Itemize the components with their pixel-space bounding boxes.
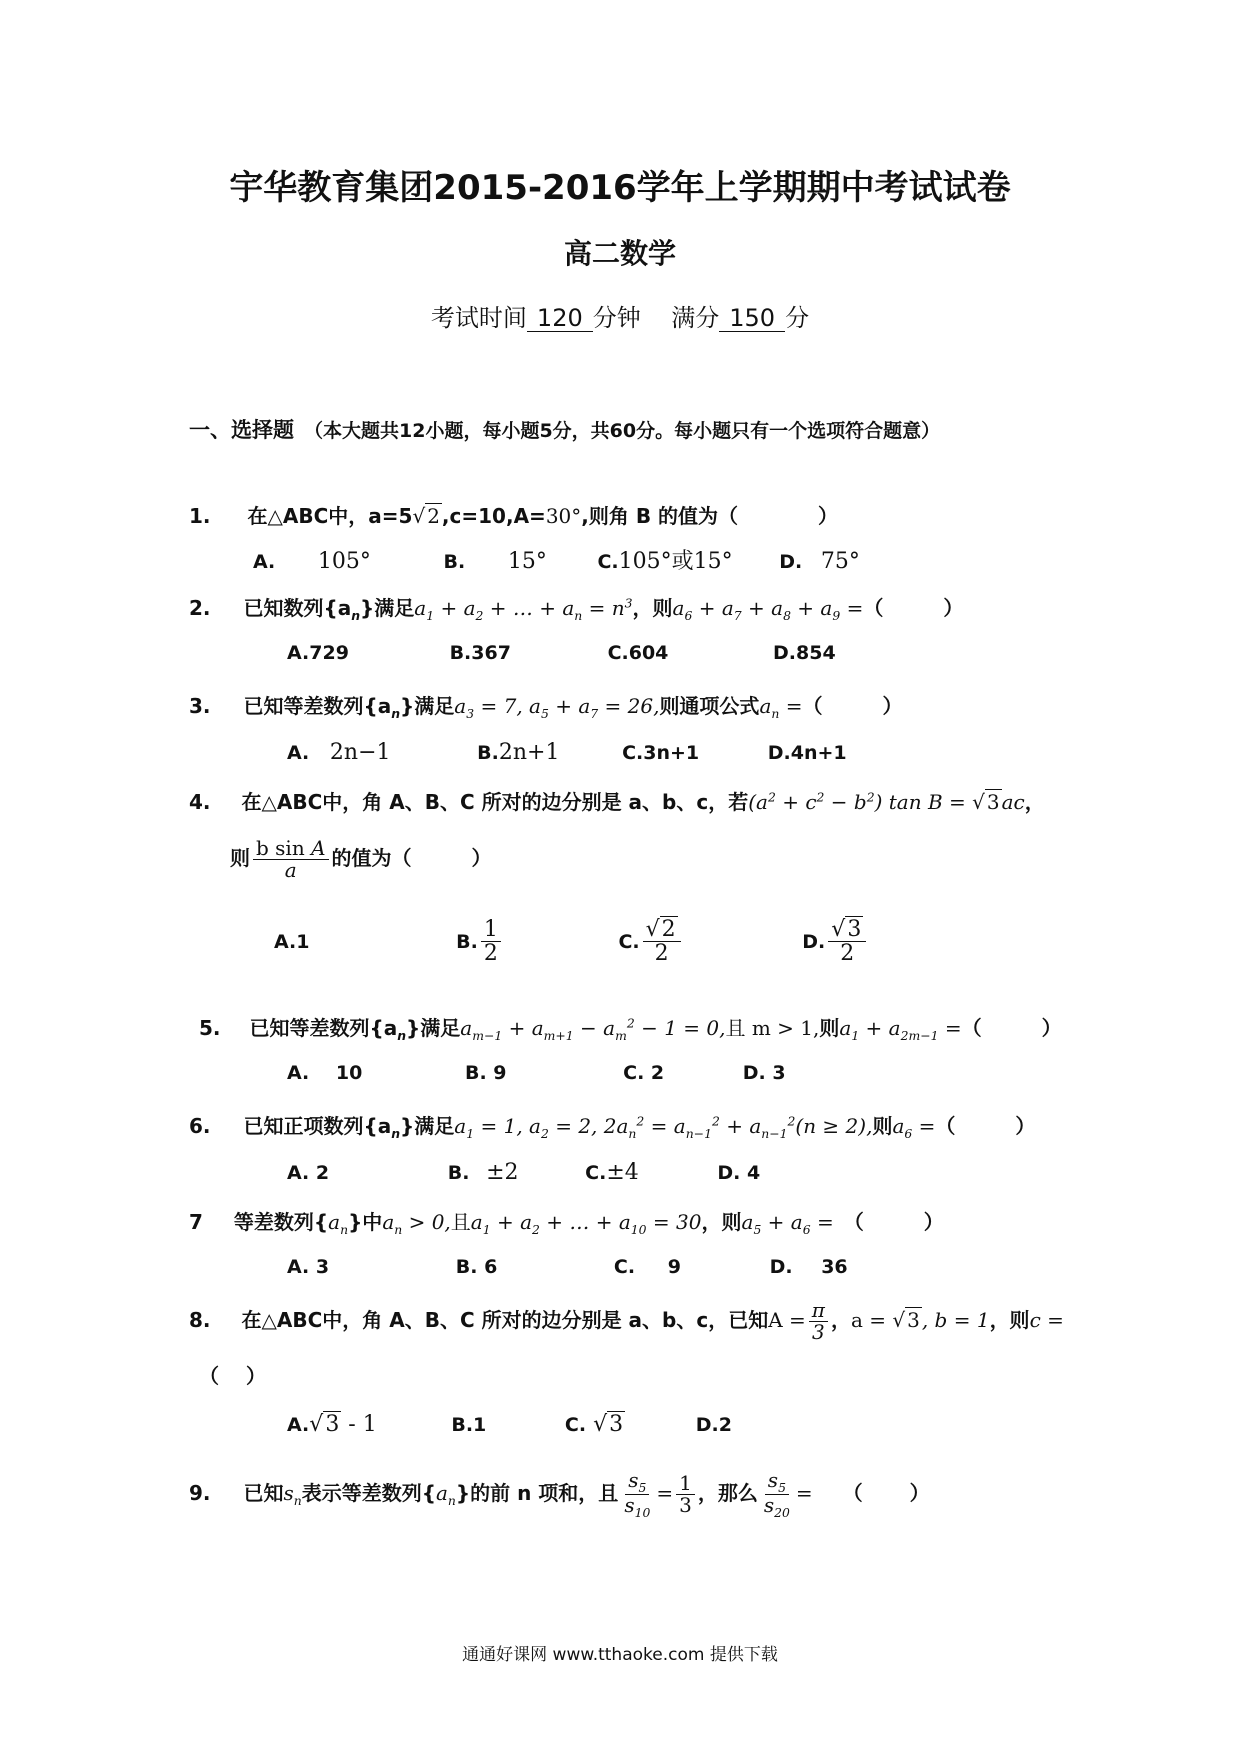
question-6: 6. 已知正项数列$\{a_n\}$满足$a_1 = 1$, $a_2 = 2$, $2a_n^2 = a_{n-1}^2 + a_{n-1}^2(n \ge 2)$,则$a_6$ =（ ） [189,1113,1036,1141]
page-footer: 通通好课网 www.tthaoke.com 提供下载 [462,1645,778,1665]
time-unit: 分钟 [592,304,641,332]
question-9: 9. 已知$s_n$表示等差数列$\{a_n\}$的前 n 项和，且 $\frac{s_5}{s_{10}}$ = $\frac{1}{3}$ ，那么 $\frac{s_5}{s_{20}}$ = （ ） [189,1468,930,1521]
question-8: 8. 在△ABC中，角 A、B、C 所对的边分别是 a、b、c，已知A = $\frac{\pi}{3}$ ，a = √ 3 , b = 1，则c = [189,1298,1064,1344]
question-number: 6. [189,1114,211,1138]
question-8-line2: （ ） [199,1364,266,1388]
question-2-options: A.729 B.367 C.604 D.854 [287,642,836,664]
question-1-options: A. 105° B. 15° C.105°或15° D. 75° [253,549,860,574]
question-number: 9. [189,1481,211,1506]
question-5-options: A. 10 B. 9 C. 2 D. 3 [287,1062,786,1084]
section-heading [189,414,940,444]
question-8-options: A.√3 - 1 B.1 C. √3 D.2 [287,1412,732,1437]
time-prefix: 考试时间 [430,304,527,332]
score-prefix: 满分 [671,304,720,332]
question-7-options: A. 3 B. 6 C. 9 D. 36 [287,1256,848,1278]
question-2: 2. 已知数列$\{a_n\}$满足$a_1 + a_2$ + … + $a_n = n^3$，则$a_6 + a_7 + a_8 + a_9$ =（ ） [189,595,964,623]
question-3-options: A. 2n−1 B.2n+1 C.3n+1 D.4n+1 [287,740,847,765]
question-5: 5. 已知等差数列$\{a_n\}$满足$a_{m-1} + a_{m+1} - a_m^2 - 1 = 0$,且 m > 1,则$a_1 + a_{2m-1}$ =（ ） [199,1015,1062,1043]
section-title: 一、选择题 [189,418,294,442]
question-1: 1. 在△ABC中，a=5√ 2 ,c=10,A=30°,则角 B 的值为（ ） [189,504,839,528]
question-number: 3. [189,694,211,718]
section-note: （本大题共12小题，每小题5分，共60分。每小题只有一个选项符合题意） [304,420,941,442]
score-value: 150 [719,305,785,332]
exam-title: 宇华教育集团2015-2016学年上学期期中考试试卷 [229,168,1011,208]
question-number: 5. [199,1016,221,1040]
score-unit: 分 [785,304,810,332]
question-7: 7 等差数列$\{a_n\}$中$a_n > 0$,且$a_1 + a_2$ + … + $a_{10} = 30$，则$a_5 + a_6$ = （ ） [189,1210,944,1237]
question-number: 2. [189,596,211,620]
question-4-options: A.1 B. $\frac{1}{2}$ C. $\frac{√2}{2}$ D. $\frac{√3}{2}$ [274,918,869,965]
question-3: 3. 已知等差数列$\{a_n\}$满足$a_3 = 7$, $a_5 + a_7 = 26$,则通项公式$a_n$ =（ ） [189,694,903,721]
question-number: 8. [189,1308,211,1332]
time-value: 120 [527,305,593,332]
question-number: 4. [189,790,211,814]
question-number: 7 [189,1210,203,1234]
exam-time-line [0,298,1240,333]
question-4: 4. 在△ABC中，角 A、B、C 所对的边分别是 a、b、c，若$(a^2 + c^2 - b^2)$ tan B = √ 3 ac， [189,789,1045,814]
exam-subject: 高二数学 [563,237,676,270]
question-4-line2: 则 $\frac{\text{b sin A}}{a}$ 的值为（ ） [230,836,492,882]
question-number: 1. [189,504,211,528]
question-6-options: A. 2 B. ±2 C.±4 D. 4 [287,1160,761,1185]
